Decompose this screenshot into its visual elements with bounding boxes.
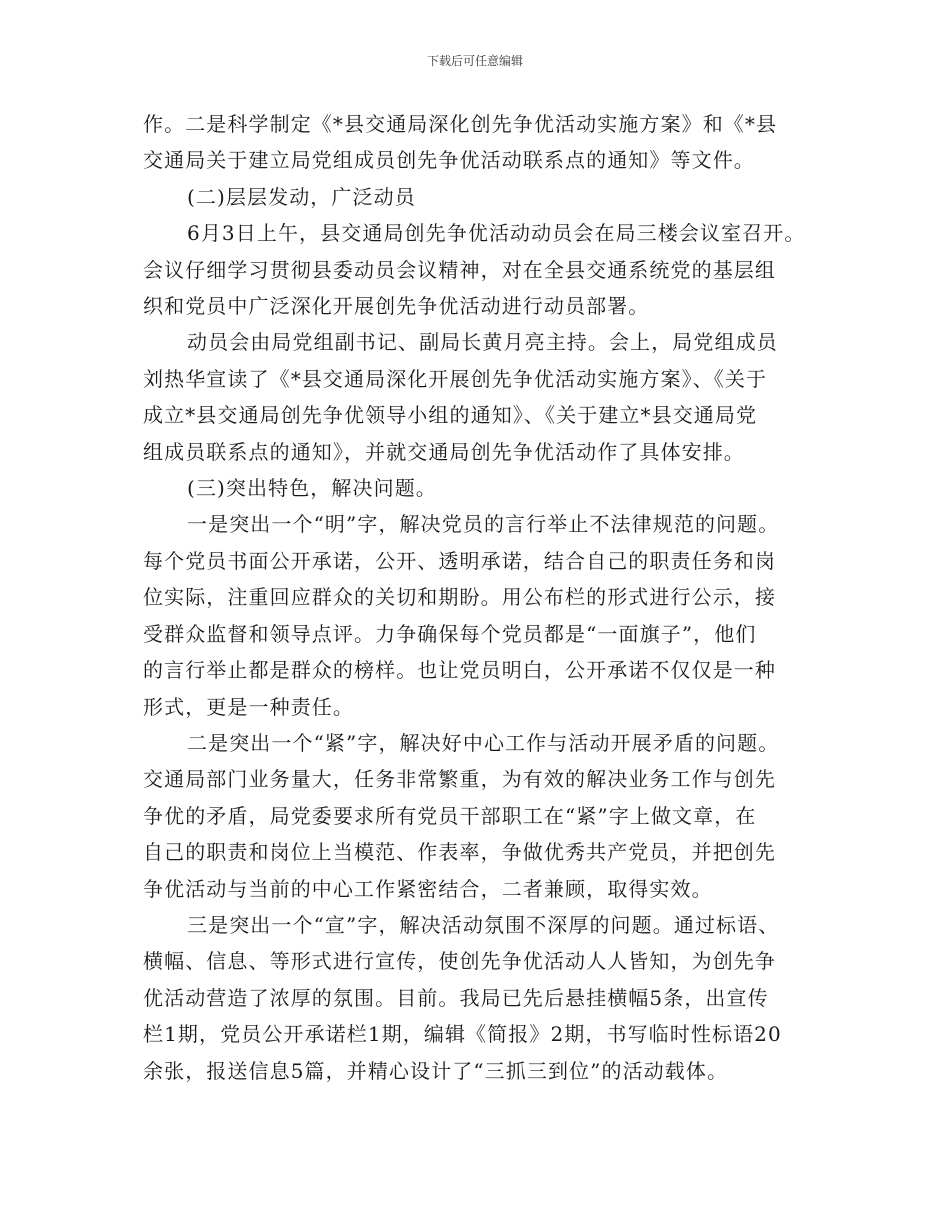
paragraph-line: 位实际，注重回应群众的关切和期盼。用公布栏的形式进行公示，接 (143, 585, 776, 610)
paragraph (143, 324, 823, 470)
paragraph-line: 织和党员中广泛深化开展创先争优活动进行动员部署。 (143, 294, 650, 319)
paragraph-line: 横幅、信息、等形式进行宣传，使创先争优活动人人皆知，为创先争 (143, 949, 776, 974)
paragraph (143, 179, 823, 215)
paragraph (143, 470, 823, 506)
paragraph-line: 的言行举止都是群众的榜样。也让党员明白，公开承诺不仅仅是一种 (143, 658, 776, 683)
paragraph-line: 组成员联系点的通知》，并就交通局创先争优活动作了具体安排。 (143, 439, 745, 464)
page-header: 下载后可任意编辑 (426, 54, 523, 68)
paragraph-line: 作。二是科学制定《*县交通局深化创先争优活动实施方案》和《*县 (143, 112, 778, 136)
paragraph-line: 余张，报送信息5篇，并精心设计了“三抓三到位”的活动载体。 (143, 1058, 729, 1083)
paragraph (143, 725, 823, 907)
paragraph (143, 907, 823, 1089)
paragraph-line: (三)突出特色，解决问题。 (187, 476, 437, 501)
paragraph-line: 交通局部门业务量大，任务非常繁重，为有效的解决业务工作与创先 (143, 767, 776, 792)
paragraph-line: 刘热华宣读了《*县交通局深化开展创先争优活动实施方案》、《关于 (143, 366, 768, 391)
paragraph-line: 争优活动与当前的中心工作紧密结合，二者兼顾，取得实效。 (143, 876, 713, 901)
paragraph-line: 会议仔细学习贯彻县委动员会议精神，对在全县交通系统党的基层组 (143, 257, 776, 282)
document-body (143, 106, 823, 1089)
paragraph-line: 形式，更是一种责任。 (143, 694, 354, 719)
paragraph-line: 争优的矛盾，局党委要求所有党员干部职工在“紧”字上做文章，在 (143, 803, 757, 828)
paragraph-line: 自己的职责和岗位上当模范、作表率，争做优秀共产党员，并把创先 (143, 840, 776, 865)
paragraph-line: 6月3日上午，县交通局创先争优活动动员会在局三楼会议室召开。 (187, 221, 806, 246)
paragraph (143, 215, 823, 324)
paragraph-line: 每个党员书面公开承诺，公开、透明承诺，结合自己的职责任务和岗 (143, 548, 776, 573)
paragraph-line: 受群众监督和领导点评。力争确保每个党员都是“一面旗子”，他们 (143, 621, 757, 646)
paragraph (143, 106, 823, 179)
paragraph-line: 栏1期，党员公开承诺栏1期，编辑《简报》2期，书写临时性标语20 (143, 1022, 782, 1047)
paragraph-line: 二是突出一个“紧”字，解决好中心工作与活动开展矛盾的问题。 (187, 730, 780, 755)
paragraph-line: 动员会由局党组副书记、副局长黄月亮主持。会上，局党组成员 (187, 330, 778, 355)
paragraph-line: 三是突出一个“宣”字，解决活动氛围不深厚的问题。通过标语、 (187, 912, 780, 937)
paragraph (143, 506, 823, 724)
paragraph-line: (二)层层发动，广泛动员 (187, 184, 416, 209)
paragraph-line: 成立*县交通局创先争优领导小组的通知》、《关于建立*县交通局党 (143, 403, 758, 428)
paragraph-line: 一是突出一个“明”字，解决党员的言行举止不法律规范的问题。 (187, 512, 780, 537)
paragraph-line: 优活动营造了浓厚的氛围。目前。我局已先后悬挂横幅5条，出宣传 (143, 985, 769, 1010)
paragraph-line: 交通局关于建立局党组成员创先争优活动联系点的通知》等文件。 (143, 148, 755, 173)
